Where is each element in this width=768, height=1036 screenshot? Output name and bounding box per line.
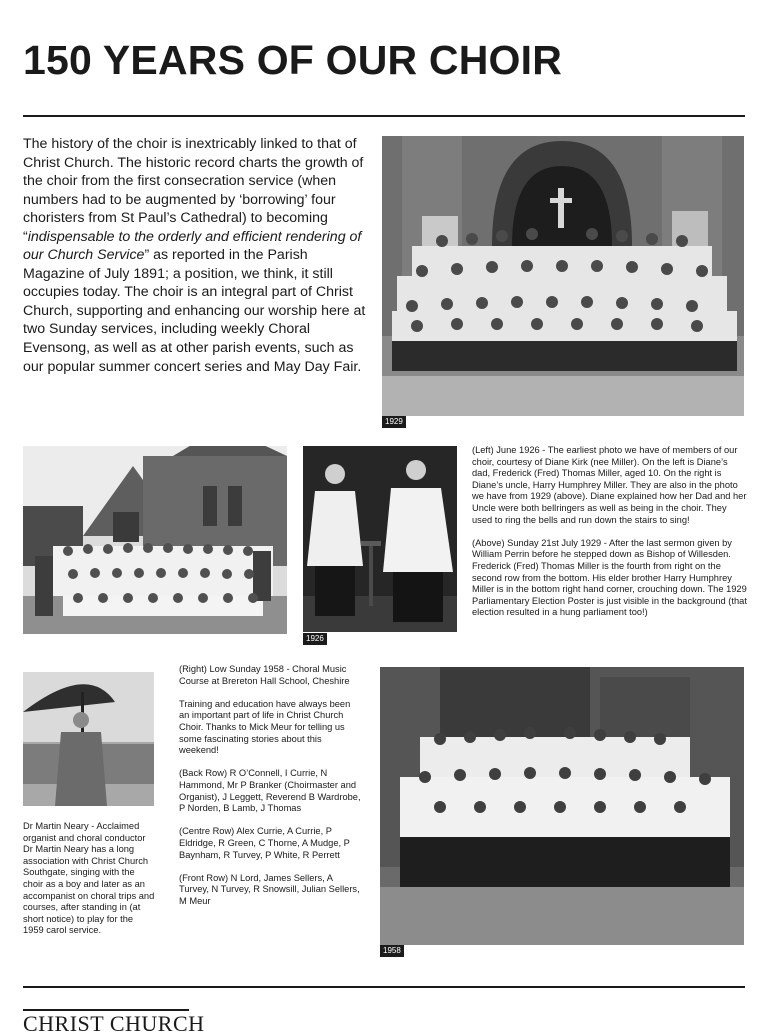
photo-1926-label: 1926 (303, 633, 327, 645)
intro-quote: indispensable to the orderly and efficient rendering of our Church Service (23, 228, 362, 264)
caption-left-1926: (Left) June 1926 - The earliest photo we have of members of our choir, courtesy of Diane Kirk (nee Miller). On the left is Diane’s dad, Frederick (Fred) Thomas Miller, aged 10. On the right is Diane’s uncle, Harry Humphrey Miller. They are also in the photo we have from 1929 (above). Diane explained how her Dad and her Uncle were both bellringers as well as being in the choir. They used to ring the bells and run down the stairs to sing! (472, 445, 747, 525)
caption-back-row: (Back Row) R O’Connell, I Currie, N Hammond, Mr P Branker (Choirmaster and Organist), J Leggett, Reverend B Wardrobe, P Norden, B Lamb, J Thomas (179, 768, 361, 814)
photo-1929-choir (382, 136, 744, 416)
captions-1926-1929 (472, 445, 748, 631)
photo-1926-two-choristers (303, 446, 457, 632)
captions-1958 (179, 664, 361, 919)
caption-training: Training and education have always been an important part of life in Christ Church Choir. Thanks to Mick Meur for telling us some fascinating stories about this weekend! (179, 698, 351, 756)
photo-1929-label: 1929 (382, 416, 406, 428)
intro-text-start: The history of the choir is inextricably linked to that of Christ Church. The historic record charts the growth of the choir from the first consecration service (when numbers had to be augmented by ‘borrowing’ four choristers from St Paul’s Cathedral) to becoming “ (23, 136, 364, 245)
photo-1958-label: 1958 (380, 945, 404, 957)
page-title: 150 YEARS OF OUR CHOIR (23, 37, 563, 83)
photo-1958-choir (380, 667, 744, 945)
intro-paragraph (23, 135, 373, 376)
photo-choir-outside-church (23, 446, 287, 634)
intro-text-end: ” as reported in the Parish Magazine of July 1891; a position, we think, it still occupies today. The choir is an integral part of Christ Church, supporting and enhancing our worship here at two Sunday services, including weekly Choral Evensong, as well as at other parish events, such as our popular summer concert series and May Day Fair. (23, 247, 366, 375)
brand-logo-text: CHRIST CHURCH (23, 1011, 205, 1036)
caption-front-row: (Front Row) N Lord, James Sellers, A Turvey, N Turvey, R Snowsill, Julian Sellers, M Meur (179, 872, 360, 906)
caption-centre-row: (Centre Row) Alex Currie, A Currie, P Eldridge, R Green, C Thorne, A Mudge, P Baynham, R Turvey, P White, R Perrett (179, 826, 350, 860)
top-divider (23, 115, 745, 117)
caption-above-1929: (Above) Sunday 21st July 1929 - After the last sermon given by William Perrin before he stepped down as Bishop of Willesden. Frederick (Fred) Thomas Miller is the fourth from right on the second row from the bottom. His elder brother Harry Humphrey Miller is in the bottom right hand corner, crouching down. The 1929 Parliamentary Election Poster is just visible in the background (that election resulted in a hung parliament too!) (472, 537, 747, 618)
bottom-divider (23, 986, 745, 988)
caption-neary: Dr Martin Neary - Acclaimed organist and choral conductor Dr Martin Neary has a long association with Christ Church Southgate, singing with the choir as a boy and later as an accompanist on choral trips and courses, after standing in (at short notice) to play for the 1959 carol service. (23, 821, 155, 936)
caption-right-1958: (Right) Low Sunday 1958 - Choral Music Course at Brereton Hall School, Cheshire (179, 664, 350, 686)
photo-martin-neary (23, 672, 154, 806)
